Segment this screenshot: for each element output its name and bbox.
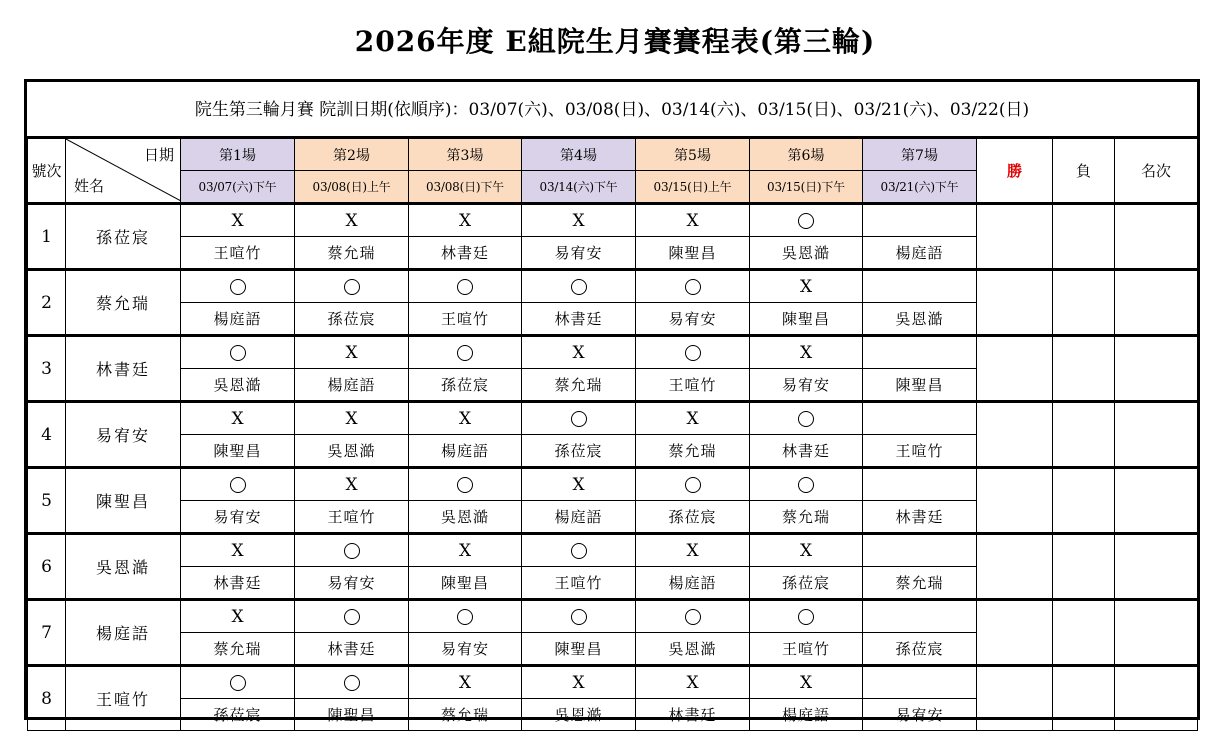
session-label: 第4場 [522,139,636,171]
opponent-name: 陳聖昌 [409,567,522,600]
player-name: 王喧竹 [66,666,181,731]
match-result [863,270,977,303]
opponent-name: 楊庭語 [181,303,295,336]
session-date: 03/08(日)上午 [295,171,409,204]
session-date: 03/15(日)上午 [636,171,750,204]
loss-count [1053,336,1115,402]
opponent-name: 孫莅宸 [863,633,977,666]
opponent-name: 楊庭語 [295,369,409,402]
opponent-name: 林書廷 [295,633,409,666]
player-name: 孫莅宸 [66,204,181,270]
opponent-name: 易宥安 [522,237,636,270]
opponent-name: 蔡允瑞 [750,501,863,534]
player-name: 林書廷 [66,336,181,402]
match-result: X [636,534,750,567]
opponent-name: 孫莅宸 [295,303,409,336]
match-result [636,468,750,501]
opponent-name: 王喧竹 [636,369,750,402]
opponent-name: 楊庭語 [409,435,522,468]
rank-cell [1115,402,1198,468]
match-result: X [181,204,295,237]
win-count [977,468,1053,534]
match-result [636,270,750,303]
opponent-name: 孫莅宸 [181,699,295,731]
name-header-label: 姓名 [74,177,105,195]
opponent-name: 吳恩澔 [636,633,750,666]
player-result-row [28,600,1198,633]
win-mark [230,675,246,691]
opponent-name: 楊庭語 [750,699,863,731]
win-mark [457,609,473,625]
match-result: X [409,666,522,699]
session-date: 03/21(六)下午 [863,171,977,204]
match-result: X [295,336,409,369]
session-date: 03/07(六)下午 [181,171,295,204]
opponent-name: 王喧竹 [522,567,636,600]
opponent-name: 林書廷 [750,435,863,468]
match-result: X [409,534,522,567]
match-result [409,270,522,303]
player-number: 5 [28,468,66,534]
win-count [977,534,1053,600]
opponent-name: 王喧竹 [409,303,522,336]
player-result-row [28,534,1198,567]
match-result [863,336,977,369]
match-result [750,468,863,501]
opponent-name: 陳聖昌 [522,633,636,666]
player-result-row [28,204,1198,237]
player-result-row [28,468,1198,501]
opponent-name: 蔡允瑞 [409,699,522,731]
opponent-name: 王喧竹 [181,237,295,270]
loss-count [1053,666,1115,731]
match-result: X [522,666,636,699]
win-mark [344,675,360,691]
player-result-row [28,666,1198,699]
opponent-name: 王喧竹 [863,435,977,468]
match-result [522,600,636,633]
win-count [977,402,1053,468]
win-count [977,204,1053,270]
win-mark [571,609,587,625]
opponent-name: 蔡允瑞 [522,369,636,402]
match-result [409,468,522,501]
match-result [750,402,863,435]
match-result [863,600,977,633]
win-mark [685,609,701,625]
match-result: X [409,402,522,435]
win-mark [457,279,473,295]
opponent-name: 蔡允瑞 [295,237,409,270]
win-count [977,666,1053,731]
match-result [181,270,295,303]
loss-count [1053,600,1115,666]
match-result: X [522,336,636,369]
match-result [750,600,863,633]
win-mark [685,279,701,295]
opponent-name: 陳聖昌 [750,303,863,336]
opponent-name: 孫莅宸 [750,567,863,600]
match-result: X [295,402,409,435]
loss-count [1053,468,1115,534]
session-date: 03/15(日)下午 [750,171,863,204]
win-mark [344,543,360,559]
player-name: 陳聖昌 [66,468,181,534]
opponent-name: 吳恩澔 [863,303,977,336]
match-result [295,534,409,567]
opponent-name: 林書廷 [181,567,295,600]
opponent-name: 易宥安 [295,567,409,600]
player-result-row [28,402,1198,435]
session-label: 第1場 [181,139,295,171]
win-mark [571,279,587,295]
player-number: 3 [28,336,66,402]
win-mark [457,345,473,361]
win-count [977,270,1053,336]
rank-cell [1115,600,1198,666]
match-result [522,534,636,567]
opponent-name: 林書廷 [522,303,636,336]
opponent-name: 孫莅宸 [636,501,750,534]
win-mark [457,477,473,493]
player-number: 2 [28,270,66,336]
header-row-sessions [28,139,1198,171]
opponent-name: 蔡允瑞 [863,567,977,600]
opponent-name: 楊庭語 [636,567,750,600]
win-mark [685,345,701,361]
player-result-row [28,336,1198,369]
match-result: X [522,204,636,237]
opponent-name: 楊庭語 [522,501,636,534]
rank-cell [1115,204,1198,270]
date-header-label: 日期 [143,146,174,164]
session-label: 第6場 [750,139,863,171]
match-result [863,666,977,699]
schedule-table [27,138,1198,731]
session-label: 第2場 [295,139,409,171]
opponent-name: 蔡允瑞 [181,633,295,666]
win-mark [230,477,246,493]
win-count [977,600,1053,666]
win-mark [344,609,360,625]
match-result [522,402,636,435]
opponent-name: 吳恩澔 [409,501,522,534]
opponent-name: 林書廷 [409,237,522,270]
opponent-name: 吳恩澔 [181,369,295,402]
win-mark [344,279,360,295]
loss-header: 負 [1053,139,1115,204]
match-result: X [181,402,295,435]
match-result: X [636,666,750,699]
match-result: X [750,534,863,567]
rank-cell [1115,468,1198,534]
match-result: X [750,666,863,699]
match-result: X [750,336,863,369]
schedule-body [28,139,1198,731]
match-result [181,666,295,699]
opponent-name: 易宥安 [181,501,295,534]
loss-count [1053,534,1115,600]
match-result [181,336,295,369]
win-header: 勝 [977,139,1053,204]
player-name: 蔡允瑞 [66,270,181,336]
opponent-name: 孫莅宸 [522,435,636,468]
player-number: 6 [28,534,66,600]
session-label: 第3場 [409,139,522,171]
session-label: 第7場 [863,139,977,171]
win-mark [230,279,246,295]
opponent-name: 陳聖昌 [181,435,295,468]
match-result [295,270,409,303]
date-name-header [66,139,181,204]
opponent-name: 吳恩澔 [522,699,636,731]
win-mark [571,543,587,559]
match-result: X [181,600,295,633]
opponent-name: 易宥安 [750,369,863,402]
win-mark [230,345,246,361]
match-result [636,600,750,633]
opponent-name: 蔡允瑞 [636,435,750,468]
win-count [977,336,1053,402]
match-result: X [295,204,409,237]
player-name: 吳恩澔 [66,534,181,600]
match-result [522,270,636,303]
rank-cell [1115,534,1198,600]
match-result: X [409,204,522,237]
win-mark [798,411,814,427]
opponent-name: 易宥安 [409,633,522,666]
player-number: 4 [28,402,66,468]
opponent-name: 陳聖昌 [295,699,409,731]
player-number: 1 [28,204,66,270]
opponent-name: 陳聖昌 [863,369,977,402]
page-title: 2026年度 E組院生月賽賽程表(第三輪) [354,25,876,58]
match-result: X [522,468,636,501]
opponent-name: 王喧竹 [295,501,409,534]
match-result [295,666,409,699]
match-result: X [295,468,409,501]
win-mark [571,411,587,427]
rank-cell [1115,270,1198,336]
match-result [750,204,863,237]
win-mark [798,477,814,493]
session-label: 第5場 [636,139,750,171]
match-result: X [750,270,863,303]
player-name: 易宥安 [66,402,181,468]
player-name: 楊庭語 [66,600,181,666]
opponent-name: 易宥安 [863,699,977,731]
rank-cell [1115,666,1198,731]
session-date: 03/08(日)下午 [409,171,522,204]
opponent-name: 吳恩澔 [295,435,409,468]
win-mark [798,609,814,625]
opponent-name: 孫莅宸 [409,369,522,402]
player-number: 8 [28,666,66,731]
opponent-name: 王喧竹 [750,633,863,666]
number-header: 號次 [28,139,66,204]
session-date: 03/14(六)下午 [522,171,636,204]
match-result: X [181,534,295,567]
player-result-row [28,270,1198,303]
rank-header: 名次 [1115,139,1198,204]
match-result [863,534,977,567]
opponent-name: 林書廷 [863,501,977,534]
opponent-name: 陳聖昌 [636,237,750,270]
match-result [409,600,522,633]
opponent-name: 楊庭語 [863,237,977,270]
match-result [863,402,977,435]
player-number: 7 [28,600,66,666]
rank-cell [1115,336,1198,402]
win-mark [798,213,814,229]
training-dates-subtitle: 院生第三輪月賽 院訓日期(依順序)：03/07(六)、03/08(日)、03/14(六)、03/15(日)、03/21(六)、03/22(日) [27,82,1197,138]
match-result: X [636,204,750,237]
opponent-name: 林書廷 [636,699,750,731]
loss-count [1053,270,1115,336]
opponent-name: 易宥安 [636,303,750,336]
opponent-name: 吳恩澔 [750,237,863,270]
match-result [409,336,522,369]
schedule-sheet [24,79,1200,724]
loss-count [1053,402,1115,468]
match-result [863,468,977,501]
match-result [863,204,977,237]
loss-count [1053,204,1115,270]
match-result [295,600,409,633]
match-result: X [636,402,750,435]
match-result [181,468,295,501]
match-result [636,336,750,369]
win-mark [685,477,701,493]
